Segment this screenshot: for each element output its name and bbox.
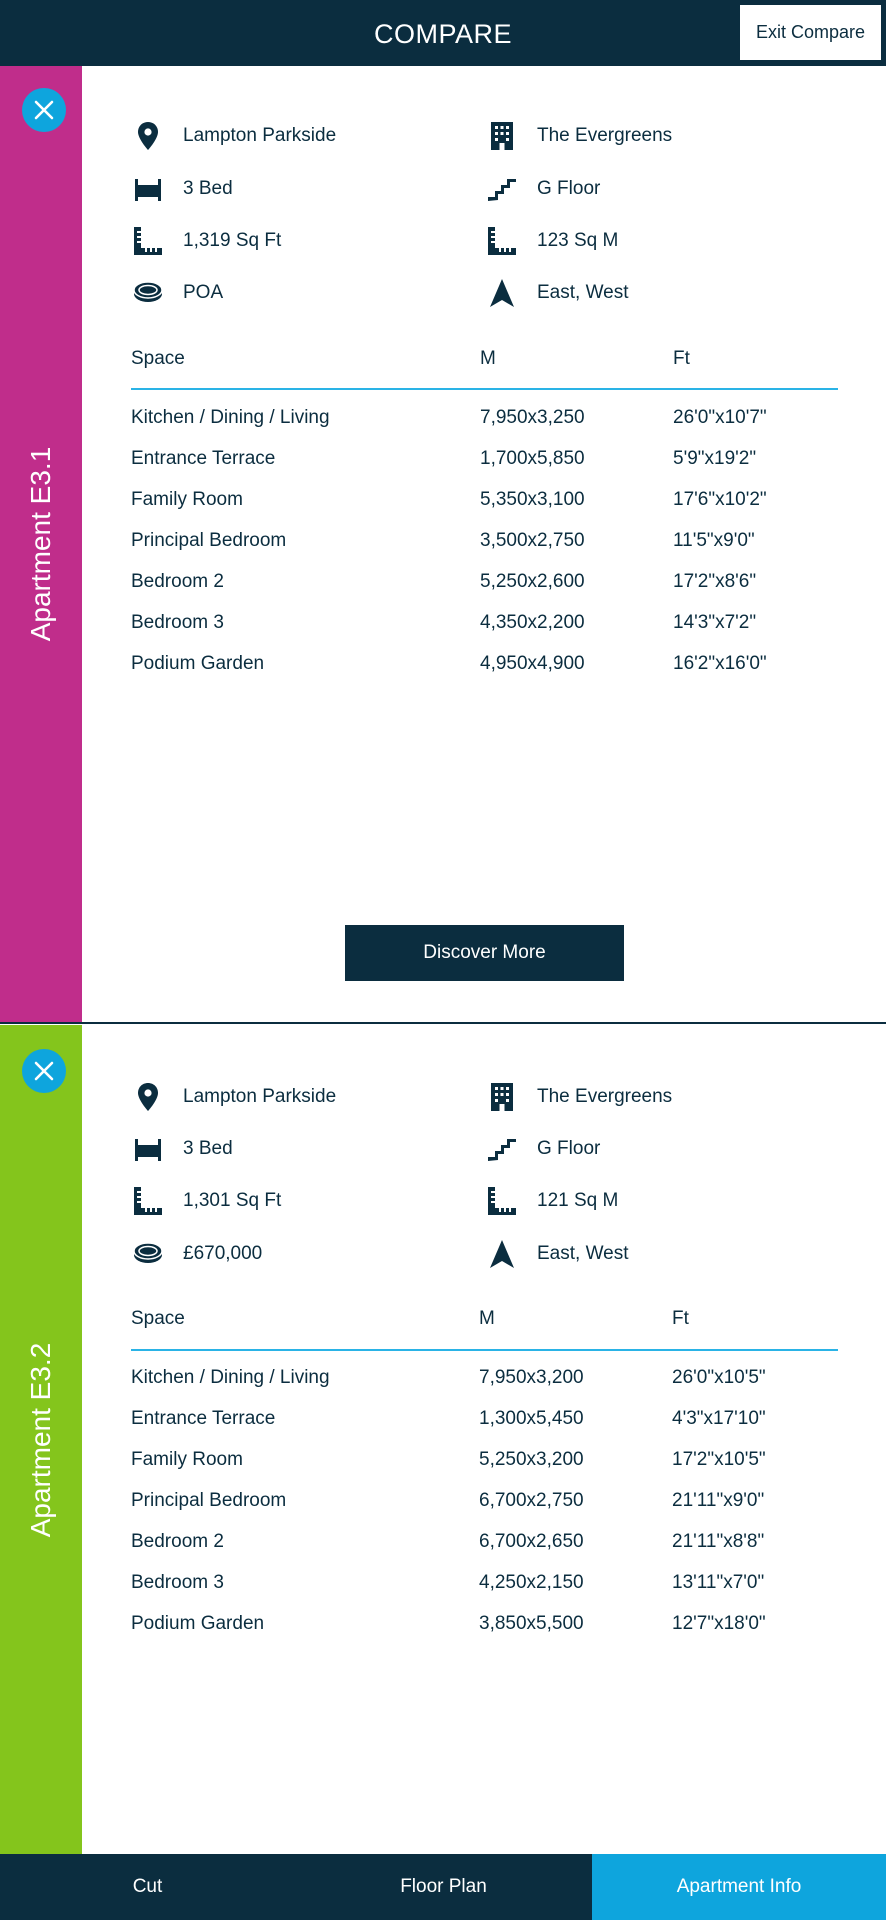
room-space: Family Room xyxy=(131,1449,243,1470)
close-icon xyxy=(22,88,66,132)
attr-development: Lampton Parkside xyxy=(131,1079,336,1115)
tab-cut[interactable]: Cut xyxy=(132,1876,163,1897)
room-m: 4,950x4,900 xyxy=(480,653,585,674)
room-ft: 11'5"x9'0" xyxy=(673,530,755,551)
attr-building: The Evergreens xyxy=(485,1079,672,1115)
room-ft: 14'3"x7'2" xyxy=(673,612,757,633)
room-ft: 17'2"x8'6" xyxy=(673,571,757,592)
tab-apartment-info[interactable]: Apartment Info xyxy=(592,1854,886,1920)
stairs-icon xyxy=(485,1132,519,1166)
room-m: 6,700x2,750 xyxy=(479,1490,584,1511)
top-bar xyxy=(0,0,886,66)
attr-floor: G Floor xyxy=(485,1131,600,1167)
room-space: Family Room xyxy=(131,489,243,510)
attr-aspect: East, West xyxy=(485,1236,629,1272)
table-divider xyxy=(131,1349,838,1351)
location-pin-icon xyxy=(131,119,165,153)
room-ft: 16'2"x16'0" xyxy=(673,653,767,674)
discover-more-button[interactable]: Discover More xyxy=(345,925,624,981)
table-header-ft: Ft xyxy=(672,1308,689,1329)
table-header-ft: Ft xyxy=(673,348,690,369)
apartment-panel-2 xyxy=(0,1025,886,1854)
attr-development: Lampton Parkside xyxy=(131,118,336,154)
building-icon xyxy=(485,1080,519,1114)
table-header-space: Space xyxy=(131,1308,185,1329)
table-header-m: M xyxy=(479,1308,495,1329)
table-header-space: Space xyxy=(131,348,185,369)
room-ft: 17'6"x10'2" xyxy=(673,489,767,510)
attr-beds: 3 Bed xyxy=(131,1131,233,1167)
room-ft: 5'9"x19'2" xyxy=(673,448,757,469)
attr-beds: 3 Bed xyxy=(131,171,233,207)
room-space: Podium Garden xyxy=(131,1613,265,1634)
room-m: 1,700x5,850 xyxy=(480,448,585,469)
room-ft: 21'11"x9'0" xyxy=(672,1490,765,1511)
room-space: Bedroom 3 xyxy=(131,612,224,633)
room-m: 3,500x2,750 xyxy=(480,530,585,551)
room-m: 4,350x2,200 xyxy=(480,612,585,633)
tab-floor-plan[interactable]: Floor Plan xyxy=(400,1876,487,1897)
room-space: Bedroom 2 xyxy=(131,571,224,592)
room-m: 5,350x3,100 xyxy=(480,489,585,510)
north-arrow-icon xyxy=(485,276,519,310)
ruler-icon xyxy=(485,224,519,258)
table-divider xyxy=(131,388,838,390)
coins-icon xyxy=(131,276,165,310)
room-space: Bedroom 2 xyxy=(131,1531,224,1552)
room-ft: 12'7"x18'0" xyxy=(672,1613,766,1634)
close-icon xyxy=(22,1049,66,1093)
north-arrow-icon xyxy=(485,1237,519,1271)
room-m: 3,850x5,500 xyxy=(479,1613,584,1634)
room-m: 5,250x2,600 xyxy=(480,571,585,592)
room-m: 7,950x3,250 xyxy=(480,407,585,428)
room-ft: 13'11"x7'0" xyxy=(672,1572,765,1593)
room-space: Principal Bedroom xyxy=(131,530,287,551)
page-title: COMPARE xyxy=(373,19,512,49)
bed-icon xyxy=(131,172,165,206)
room-ft: 26'0"x10'5" xyxy=(672,1367,766,1388)
room-ft: 17'2"x10'5" xyxy=(672,1449,766,1470)
attr-aspect: East, West xyxy=(485,275,629,311)
room-space: Principal Bedroom xyxy=(131,1490,287,1511)
attr-sq-ft: 1,301 Sq Ft xyxy=(131,1183,281,1219)
apartment-name: Apartment E3.2 xyxy=(25,1342,56,1537)
room-m: 5,250x3,200 xyxy=(479,1449,584,1470)
room-ft: 4'3"x17'10" xyxy=(672,1408,766,1429)
room-ft: 21'11"x8'8" xyxy=(672,1531,765,1552)
room-space: Bedroom 3 xyxy=(131,1572,224,1593)
exit-compare-button[interactable]: Exit Compare xyxy=(740,5,881,60)
room-space: Kitchen / Dining / Living xyxy=(131,1367,330,1388)
attr-sq-ft: 1,319 Sq Ft xyxy=(131,223,281,259)
attr-building: The Evergreens xyxy=(485,118,672,154)
ruler-icon xyxy=(131,224,165,258)
remove-apartment-button[interactable] xyxy=(22,88,66,132)
room-m: 4,250x2,150 xyxy=(479,1572,584,1593)
room-space: Podium Garden xyxy=(131,653,265,674)
stairs-icon xyxy=(485,172,519,206)
attr-sq-m: 121 Sq M xyxy=(485,1183,618,1219)
attr-price: £670,000 xyxy=(131,1236,262,1272)
room-ft: 26'0"x10'7" xyxy=(673,407,767,428)
attr-sq-m: 123 Sq M xyxy=(485,223,618,259)
remove-apartment-button[interactable] xyxy=(22,1049,66,1093)
apartment-name: Apartment E3.1 xyxy=(25,446,56,642)
bed-icon xyxy=(131,1132,165,1166)
room-m: 7,950x3,200 xyxy=(479,1367,584,1388)
apartment-panel-1 xyxy=(0,66,886,1024)
table-header-m: M xyxy=(480,348,496,369)
room-space: Entrance Terrace xyxy=(131,448,276,469)
attr-price: POA xyxy=(131,275,223,311)
attr-floor: G Floor xyxy=(485,171,600,207)
location-pin-icon xyxy=(131,1080,165,1114)
room-m: 6,700x2,650 xyxy=(479,1531,584,1552)
ruler-icon xyxy=(131,1184,165,1218)
room-m: 1,300x5,450 xyxy=(479,1408,584,1429)
building-icon xyxy=(485,119,519,153)
bottom-nav xyxy=(0,1854,886,1920)
ruler-icon xyxy=(485,1184,519,1218)
coins-icon xyxy=(131,1237,165,1271)
apartment-side-strip xyxy=(0,66,82,1022)
room-space: Kitchen / Dining / Living xyxy=(131,407,330,428)
room-space: Entrance Terrace xyxy=(131,1408,276,1429)
apartment-side-strip xyxy=(0,1025,82,1854)
